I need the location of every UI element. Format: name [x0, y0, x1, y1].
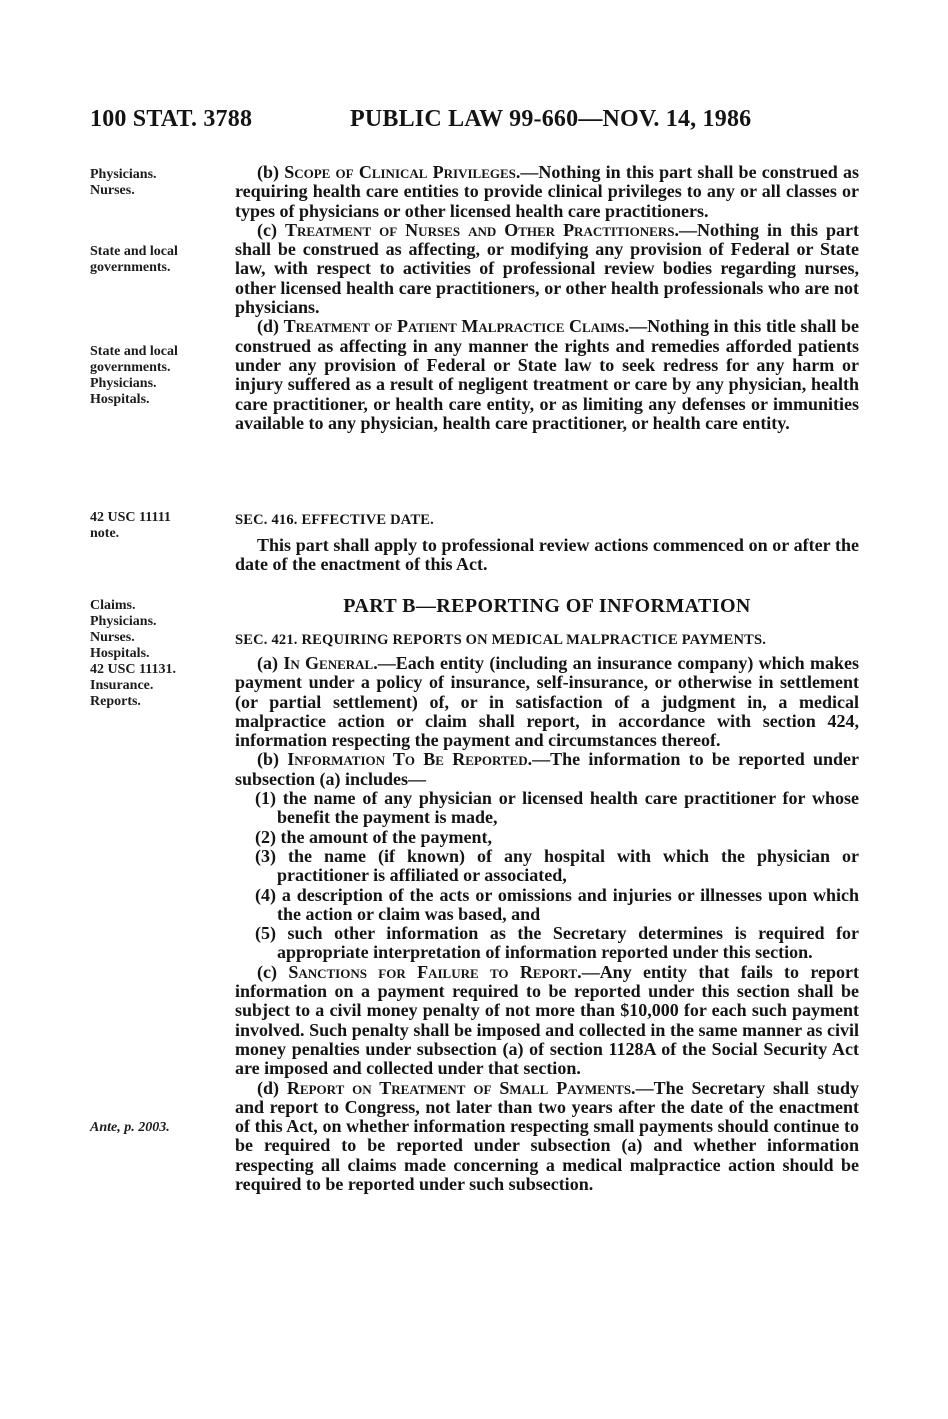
margin-note-state-local-1: State and local governments. — [90, 244, 178, 275]
section-421-subsection-d: (d) Report on Treatment of Small Payments.—The Secretary shall study and report to Congress, not later than two years after the date of the enactment of this Act, on whether information respecting small payments should continue to be required to be reported under subsection (a) and whether information respecting all claims made concerning a medical malpractice action should be required to be reported under such subsection. — [235, 1077, 859, 1195]
subsection-c-nurses: (c) Treatment of Nurses and Other Practitioners.—Nothing in this part shall be construed as affecting, or modifying any provision of Federal or State law, with respect to activities of professional review bodies regarding nurses, other licensed health care practitioners, or other health professionals who are not physicians. — [235, 219, 859, 318]
list-item: (1) the name of any physician or licensed health care practitioner for whose benefit the payment is made, — [255, 788, 859, 828]
list-item: (2) the amount of the payment, — [255, 826, 492, 847]
margin-note-state-local-2: State and local governments. Physicians. Hospitals. — [90, 344, 178, 407]
list-item: (4) a description of the acts or omissions and injuries or illnesses upon which the action or claim was based, and — [255, 884, 859, 924]
list-item: (5) such other information as the Secretary determines is required for appropriate interpretation of information reported under this section. — [255, 923, 859, 963]
section-421-subsection-b: (b) Information To Be Reported.—The information to be reported under subsection (a) includes— — [235, 749, 859, 789]
section-416-heading: SEC. 416. EFFECTIVE DATE. — [235, 512, 434, 528]
statute-page-number: 100 STAT. 3788 — [90, 106, 253, 132]
page-header — [90, 106, 870, 140]
part-b-heading: PART B—REPORTING OF INFORMATION — [343, 595, 751, 617]
margin-note-claims: Claims. Physicians. Nurses. Hospitals. 42 USC 11131. Insurance. Reports. — [90, 598, 176, 709]
section-416-text: This part shall apply to professional review actions commenced on or after the date of the enactment of this Act. — [235, 535, 859, 575]
margin-note-physicians-nurses: Physicians. Nurses. — [90, 167, 157, 198]
margin-note-ante: Ante, p. 2003. — [90, 1120, 170, 1135]
section-421-subsection-a: (a) In General.—Each entity (including an insurance company) which makes payment under a policy of insurance, self-insurance, or otherwise in settlement (or partial settlement) of, or in satisfaction of a judgment in, a medical malpractice action or claim shall report, in accordance with section 424, information respecting the payment and circumstances thereof. — [235, 653, 859, 751]
subsection-d-malpractice-claims: (d) Treatment of Patient Malpractice Claims.—Nothing in this title shall be construed as affecting in any manner the rights and remedies afforded patients under any provision of Federal or State law to seek redress for any harm or injury suffered as a result of negligent treatment or care by any physician, health care practitioner, or health care entity, or as limiting any defenses or immunities available to any physician, health care practitioner, or health care entity. — [235, 316, 860, 433]
section-421-subsection-c: (c) Sanctions for Failure to Report.—Any entity that fails to report information on a payment required to be reported under this section shall be subject to a civil money penalty of not more than $10,000 for each such payment involved. Such penalty shall be imposed and collected in the same manner as civil money penalties under subsection (a) of section 1128A of the Social Security Act are imposed and collected under that section. — [235, 961, 860, 1079]
public-law-citation: PUBLIC LAW 99-660—NOV. 14, 1986 — [350, 106, 752, 132]
margin-note-42usc-11111: 42 USC 11111 note. — [90, 510, 171, 541]
part-b — [235, 594, 859, 618]
section-416 — [235, 510, 859, 575]
body-block-1 — [235, 163, 859, 433]
list-item: (3) the name (if known) of any hospital with which the physician or practitioner is affiliated or associated, — [255, 845, 859, 886]
subsection-b-clinical-privileges: (b) Scope of Clinical Privileges.—Nothing in this part shall be construed as requiring health care entities to provide clinical privileges to any or all classes or types of physicians or other licensed health care practitioners. — [235, 162, 859, 221]
section-421 — [235, 630, 859, 1194]
section-421-heading: SEC. 421. REQUIRING REPORTS ON MEDICAL MALPRACTICE PAYMENTS. — [235, 632, 767, 648]
